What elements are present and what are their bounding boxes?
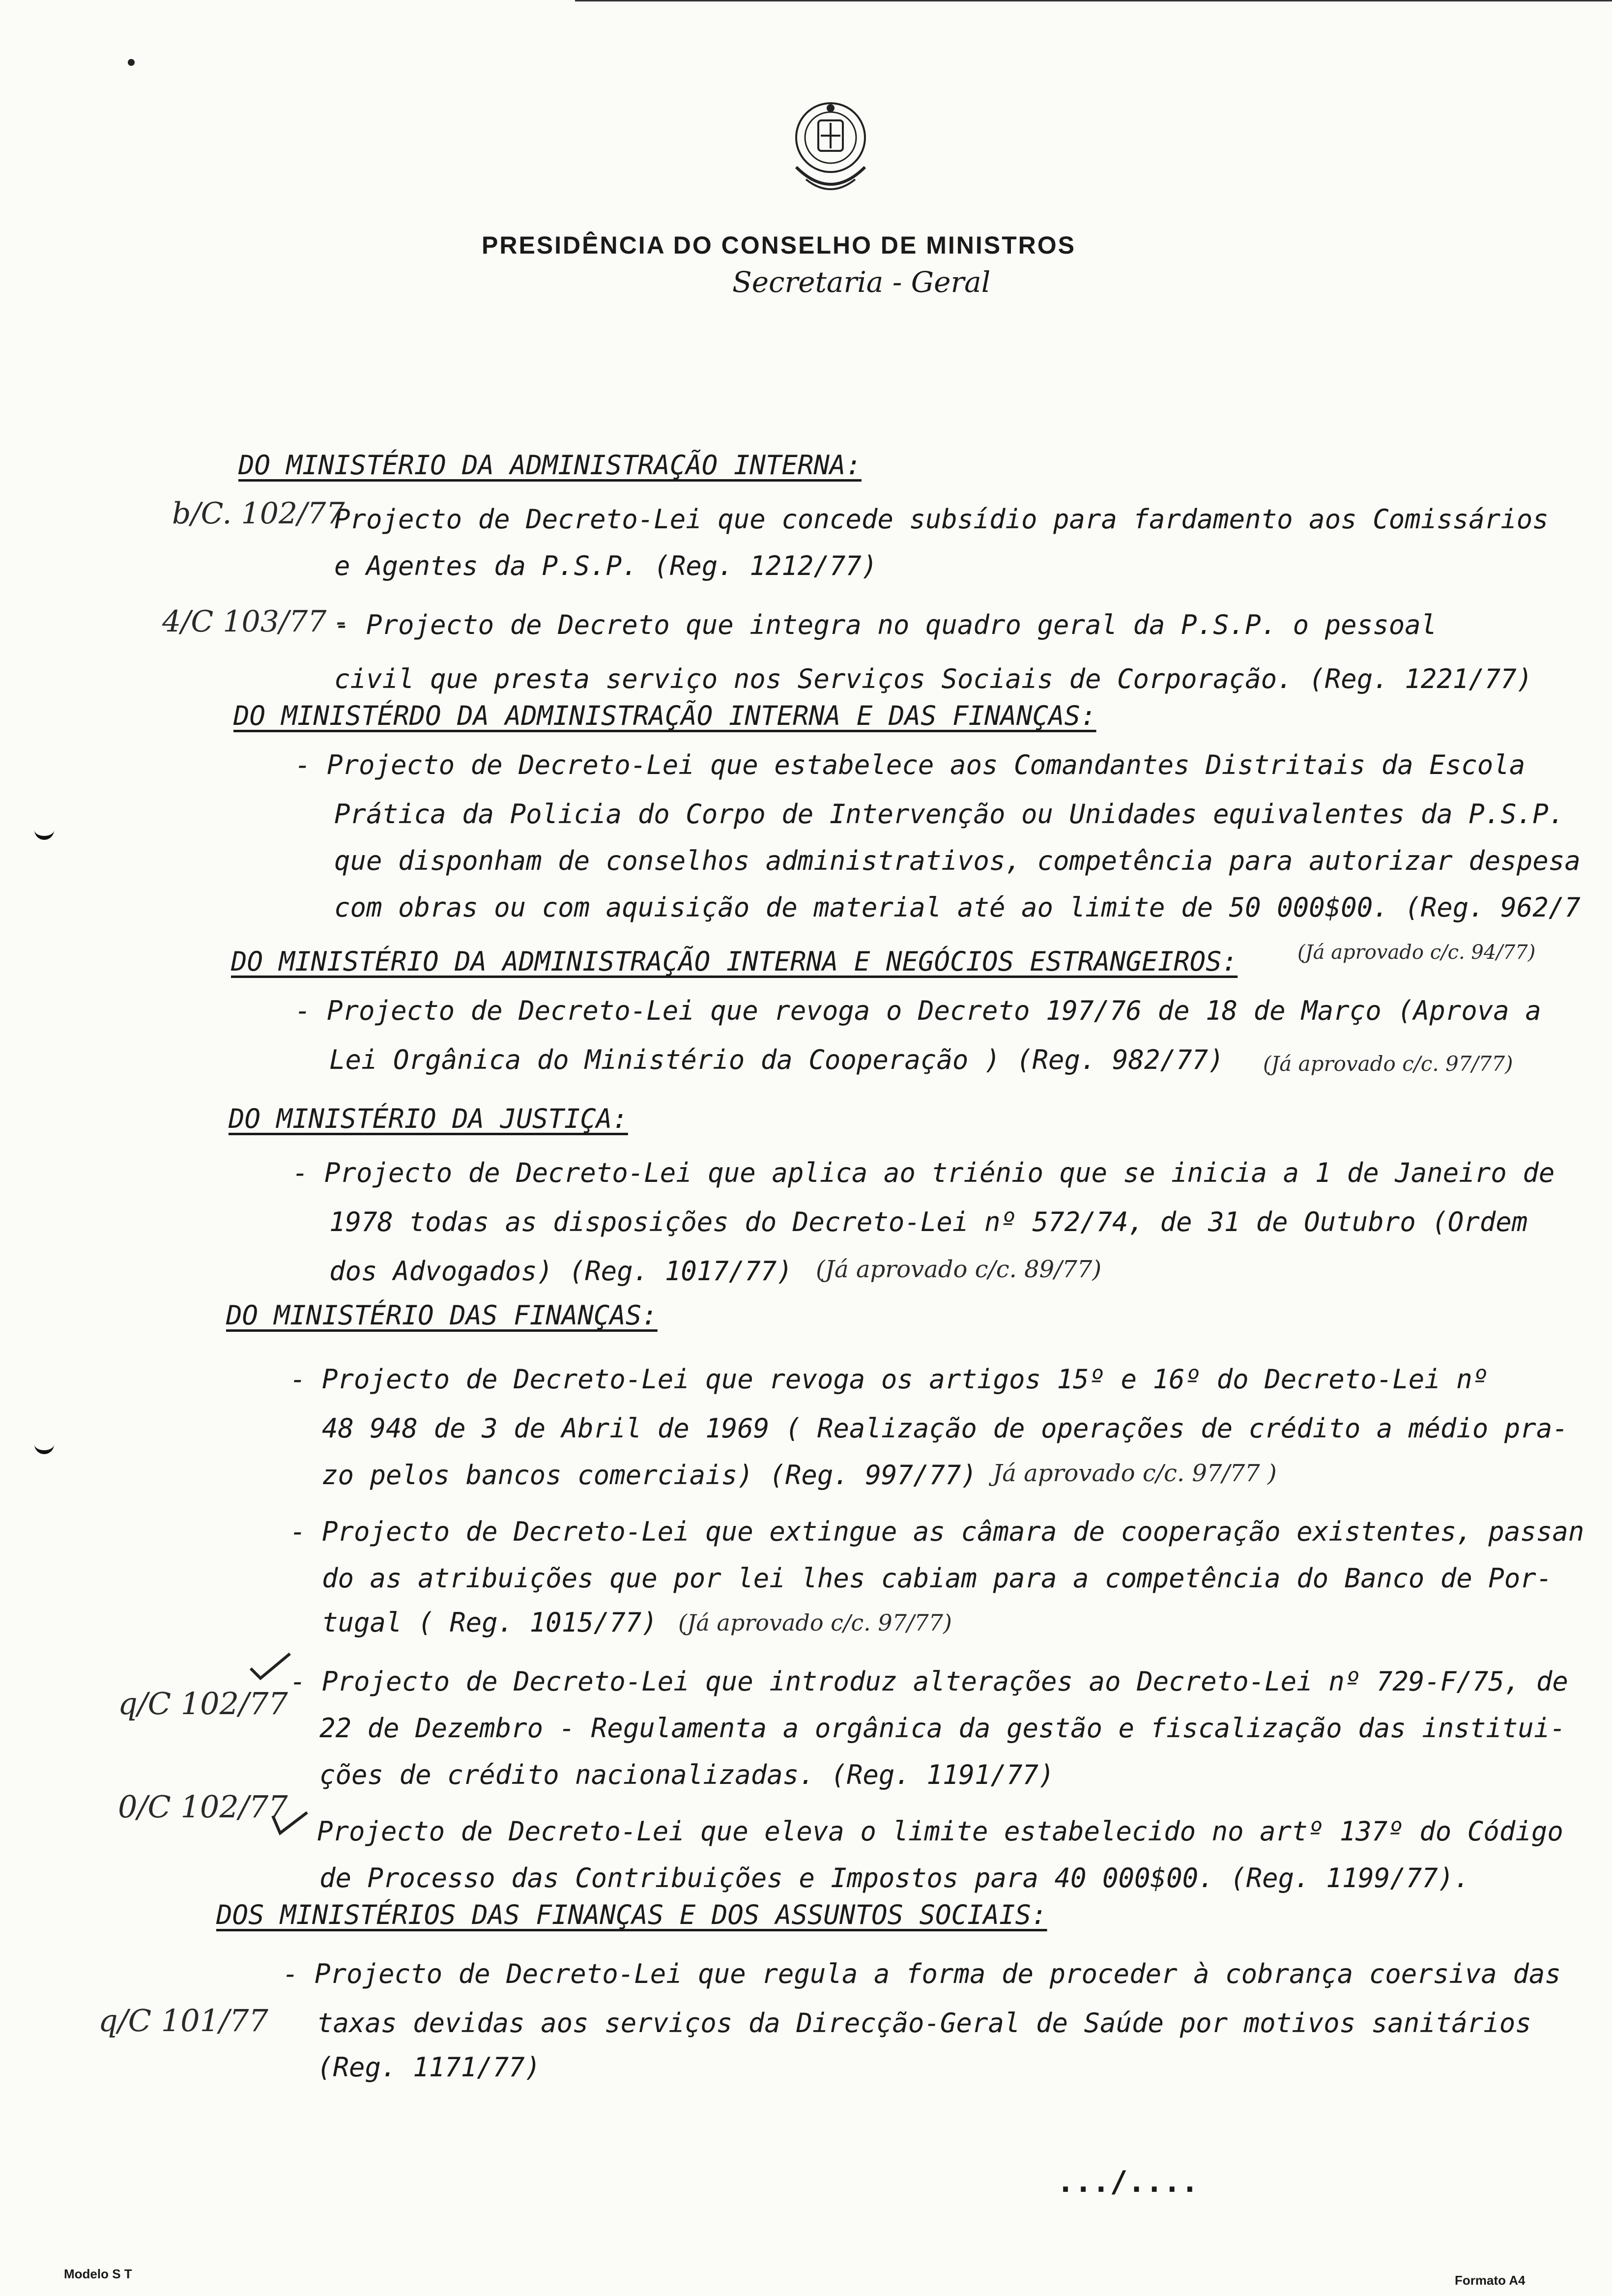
handwritten-annotation: Já aprovado c/c. 97/77 ) [993, 1460, 1277, 1487]
body-line: que disponham de conselhos administrativos, competência para autorizar despesa [334, 845, 1581, 876]
body-line: - Projecto de Decreto-Lei que estabelece aos Comandantes Distritais da Escola [295, 749, 1526, 780]
punch-mark [34, 1442, 54, 1454]
section-heading: DO MINISTÉRIO DA ADMINISTRAÇÃO INTERNA E NEGÓCIOS ESTRANGEIROS: [231, 946, 1238, 977]
body-line: e Agentes da P.S.P. (Reg. 1212/77) [334, 550, 878, 581]
body-line: 1978 todas as disposições do Decreto-Lei nº 572/74, de 31 de Outubro (Ordem [329, 1206, 1528, 1237]
body-line: civil que presta serviço nos Serviços Sociais de Corporação. (Reg. 1221/77) [334, 663, 1533, 694]
body-line: tugal ( Reg. 1015/77) [322, 1607, 658, 1638]
handwritten-annotation: q/C 102/77 [118, 1686, 288, 1722]
body-line: 22 de Dezembro - Regulamenta a orgânica da gestão e fiscalização das institui- [319, 1713, 1566, 1744]
coat-of-arms-seal [786, 93, 875, 206]
handwritten-annotation: (Já aprovado c/c. 89/77) [816, 1256, 1102, 1283]
handwritten-annotation: 4/C 103/77 - [162, 604, 346, 639]
section-heading: DO MINISTÉRDO DA ADMINISTRAÇÃO INTERNA E DAS FINANÇAS: [233, 700, 1096, 731]
footer-left-label: Modelo S T [64, 2267, 132, 2281]
checkmark-icon [248, 1651, 292, 1681]
body-line: Projecto de Decreto-Lei que concede subsídio para fardamento aos Comissários [334, 504, 1549, 535]
body-line: - Projecto de Decreto que integra no quadro geral da P.S.P. o pessoal [334, 609, 1437, 640]
body-line: taxas devidas aos serviços da Direcção-Geral de Saúde por motivos sanitários [317, 2008, 1531, 2038]
handwritten-annotation: 0/C 102/77 [118, 1789, 288, 1825]
body-line: 48 948 de 3 de Abril de 1969 ( Realização de operações de crédito a médio pra- [322, 1413, 1568, 1444]
continuation-marker: .../.... [1057, 2165, 1199, 2199]
body-line: do as atribuições que por lei lhes cabiam para a competência do Banco de Por- [322, 1563, 1553, 1594]
body-line: (Reg. 1171/77) [317, 2052, 541, 2083]
punch-mark [34, 828, 54, 840]
speck-mark [128, 59, 135, 66]
handwritten-annotation: (Já aprovado c/c. 94/77) [1297, 941, 1536, 964]
footer-right-label: Formato A4 [1455, 2273, 1526, 2288]
body-line: de Processo das Contribuições e Impostos para 40 000$00. (Reg. 1199/77). [319, 1863, 1470, 1894]
handwritten-annotation: q/C 101/77 [98, 2003, 268, 2038]
scan-edge-line [575, 0, 1612, 1]
section-heading: DO MINISTÉRIO DA ADMINISTRAÇÃO INTERNA: [238, 450, 862, 481]
body-line: dos Advogados) (Reg. 1017/77) [329, 1256, 793, 1287]
body-line: com obras ou com aquisição de material até ao limite de 50 000$00. (Reg. 962/7 [334, 892, 1581, 923]
body-line: - Projecto de Decreto-Lei que revoga o Decreto 197/76 de 18 de Março (Aprova a [295, 995, 1541, 1026]
section-heading: DO MINISTÉRIO DA JUSTIÇA: [229, 1103, 628, 1134]
handwritten-annotation: (Já aprovado c/c. 97/77) [1263, 1052, 1513, 1076]
section-heading: DO MINISTÉRIO DAS FINANÇAS: [226, 1300, 658, 1331]
section-heading: DOS MINISTÉRIOS DAS FINANÇAS E DOS ASSUNTOS SOCIAIS: [216, 1899, 1047, 1930]
body-line: - Projecto de Decreto-Lei que regula a forma de proceder à cobrança coersiva das [283, 1958, 1561, 1989]
body-line: ções de crédito nacionalizadas. (Reg. 1191/77) [319, 1759, 1055, 1790]
body-line: - Projecto de Decreto-Lei que extingue as câmara de cooperação existentes, passan [290, 1516, 1584, 1547]
body-line: - Projecto de Decreto-Lei que aplica ao triénio que se inicia a 1 de Janeiro de [292, 1157, 1555, 1188]
handwritten-annotation: (Já aprovado c/c. 97/77) [678, 1609, 952, 1636]
checkmark-icon [270, 1808, 310, 1836]
body-line: Projecto de Decreto-Lei que eleva o limite estabelecido no artº 137º do Código [317, 1816, 1563, 1847]
body-line: zo pelos bancos comerciais) (Reg. 997/77) [322, 1460, 977, 1491]
document-header-title: PRESIDÊNCIA DO CONSELHO DE MINISTROS [482, 231, 1076, 259]
body-line: - Projecto de Decreto-Lei que revoga os artigos 15º e 16º do Decreto-Lei nº [290, 1364, 1489, 1395]
body-line: Lei Orgânica do Ministério da Cooperação ) (Reg. 982/77) [329, 1044, 1224, 1075]
body-line: - Projecto de Decreto-Lei que introduz alterações ao Decreto-Lei nº 729-F/75, de [290, 1666, 1568, 1697]
body-line: Prática da Policia do Corpo de Intervenção ou Unidades equivalentes da P.S.P. [334, 799, 1565, 830]
handwritten-annotation: b/C. 102/77 [172, 496, 345, 531]
document-header-subtitle: Secretaria - Geral [732, 265, 991, 299]
